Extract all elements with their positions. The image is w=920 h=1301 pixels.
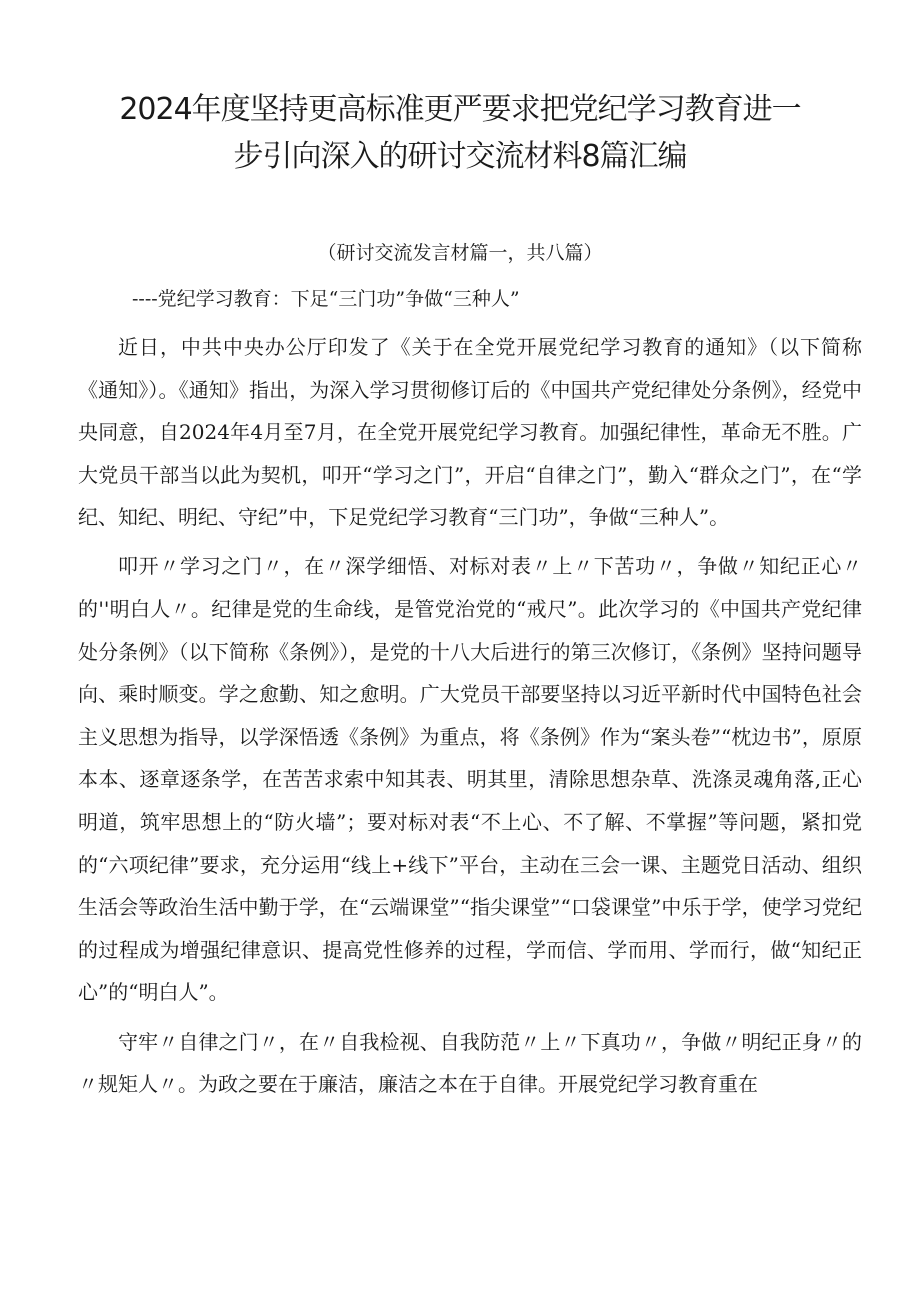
document-subheading: ----党纪学习教育：下足“三门功”争做“三种人” [132,288,520,310]
paragraph-2: 叩开〃学习之门〃，在〃深学细悟、对标对表〃上〃下苦功〃，争做〃知纪正心〃的''明白人〃。纪律是党的生命线，是管党治党的“戒尺”。此次学习的《中国共产党纪律处分条例》（以下简称《条例》），是党的十八大后进行的第三次修订，《条例》坚持问题导向、乘时顺变。学之愈勤、知之愈明。广大党员干部要坚持以习近平新时代中国特色社会主义思想为指导，以学深悟透《条例》为重点，将《条例》作为“案头卷”“枕边书”，原原本本、逐章逐条学，在苦苦求索中知其表、明其里，清除思想杂草、洗涤灵魂角落,正心明道，筑牢思想上的“防火墙”；要对标对表“不上心、不了解、不掌握”等问题，紧扣党的“六项纪律”要求，充分运用“线上+线下”平台，主动在三会一课、主题党日活动、组织生活会等政治生活中勤于学，在“云端课堂”“指尖课堂”“口袋课堂”中乐于学，使学习党纪的过程成为增强纪律意识、提高党性修养的过程，学而信、学而用、学而行，做“知纪正心”的“明白人”。 [78,554,862,1005]
paragraph-3: 守牢〃自律之门〃，在〃自我检视、自我防范〃上〃下真功〃，争做〃明纪正身〃的〃规矩人〃。为政之要在于廉洁，廉洁之本在于自律。开展党纪学习教育重在 [78,1029,862,1097]
document-body [78,326,862,1112]
title-line-2: 步引向深入的研讨交流材料8篇汇编 [233,139,687,174]
document-title [60,86,860,180]
document-subtitle: （研讨交流发言材篇一，共八篇） [317,242,603,264]
paragraph-1: 近日，中共中央办公厅印发了《关于在全党开展党纪学习教育的通知》（以下简称《通知》）。《通知》指出，为深入学习贯彻修订后的《中国共产党纪律处分条例》，经党中央同意，自2024年4月至7月，在全党开展党纪学习教育。加强纪律性，革命无不胜。广大党员干部当以此为契机，叩开“学习之门”，开启“自律之门”，勤入“群众之门”，在“学纪、知纪、明纪、守纪”中，下足党纪学习教育“三门功”，争做“三种人”。 [78,335,862,530]
title-line-1: 2024年度坚持更高标准更严要求把党纪学习教育进一 [119,92,801,127]
